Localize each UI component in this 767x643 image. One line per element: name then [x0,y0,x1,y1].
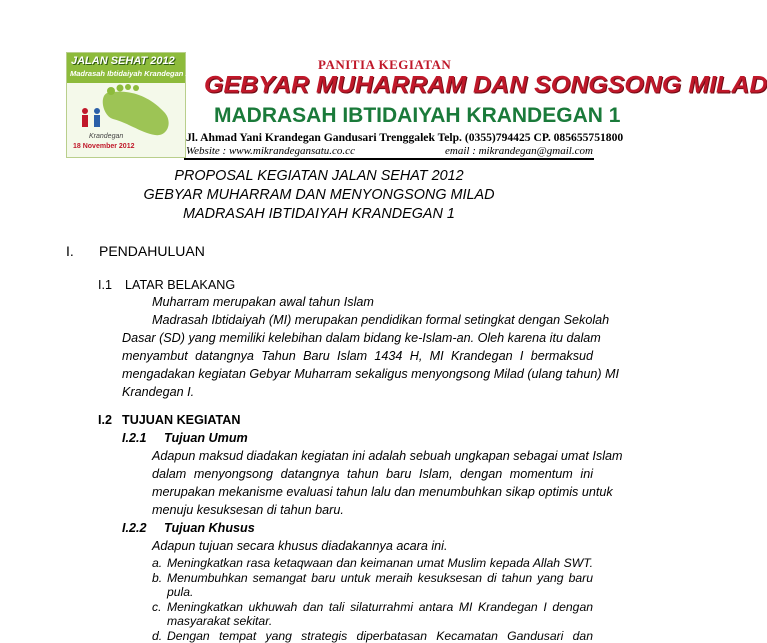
paragraph-line: Madrasah Ibtidaiyah (MI) merupakan pendidikan formal setingkat dengan Sekolah [152,313,610,327]
section-1-heading: PENDAHULUAN [99,243,205,259]
section-1-1-number: I.1 [98,278,113,292]
list-item-text: masyarakat sekitar. [167,614,273,628]
list-item-text: Meningkatkan ukhuwah dan tali silaturrahmi antara MI Krandegan I dengan [167,599,593,614]
logo-subtitle: Madrasah Ibtidaiyah Krandegan 1 [70,69,190,78]
section-1-2-1-number: I.2.1 [122,431,147,445]
header-email: email : mikrandegan@gmail.com [445,145,593,157]
paragraph-line: Muharram merupakan awal tahun Islam [152,295,374,309]
section-1-2-number: I.2 [98,413,113,427]
paragraph-line: merupakan mekanisme evaluasi tahun lalu dan menumbuhkan sikap optimis untuk [152,485,613,499]
list-item-letter: b. [152,570,163,585]
paragraph-line: Krandegan I. [122,385,195,399]
list-item-letter: a. [152,556,163,570]
section-1-number: I. [66,243,74,259]
section-1-2-2-number: I.2.2 [122,521,147,535]
header-panitia: PANITIA KEGIATAN [318,57,452,72]
section-1-1-heading: LATAR BELAKANG [125,278,236,292]
logo-date: 18 November 2012 [73,143,135,150]
header-school-name: MADRASAH IBTIDAIYAH KRANDEGAN 1 [214,104,621,127]
proposal-title-line-3: MADRASAH IBTIDAIYAH KRANDEGAN 1 [183,206,455,222]
header-address: Jl. Ahmad Yani Krandegan Gandusari Trenggalek Telp. (0355)794425 CP. 085655751800 [186,131,624,144]
list-item-text: Menumbuhkan semangat baru untuk meraih kesuksesan di tahun yang baru [167,570,593,585]
header-divider [184,158,594,160]
paragraph-line: Adapun tujuan secara khusus diadakannya acara ini. [152,539,448,553]
event-logo [66,52,190,158]
paragraph-line: mengadakan kegiatan Gebyar Muharram sekaligus menyongsong Milad (ulang tahun) MI [122,367,620,381]
logo-date-place: Krandegan [89,133,124,140]
header-event-name: GEBYAR MUHARRAM DAN SONGSONG MILAD [204,71,767,99]
list-item-text: Dengan tempat yang strategis diperbatasan Kecamatan Gandusari dan [167,628,593,643]
header-website: Website : www.mikrandegansatu.co.cc [186,145,355,157]
paragraph-line: Adapun maksud diadakan kegiatan ini adalah sebuah ungkapan sebagai umat Islam [152,449,623,463]
proposal-title-line-1: PROPOSAL KEGIATAN JALAN SEHAT 2012 [174,168,464,184]
paragraph-line: Dasar (SD) yang memiliki kelebihan dalam bidang ke-Islam-an. Oleh karena itu dalam [122,331,601,345]
logo-title: JALAN SEHAT 2012 [71,55,175,67]
paragraph-line: menyambut datangnya Tahun Baru Islam 1434 H, MI Krandegan I bermaksud [122,349,593,363]
list-item-text: pula. [167,585,194,599]
section-1-2-1-heading: Tujuan Umum [164,431,248,445]
proposal-title-line-2: GEBYAR MUHARRAM DAN MENYONGSONG MILAD [143,187,495,203]
list-item-text: Meningkatkan rasa ketaqwaan dan keimanan umat Muslim kepada Allah SWT. [167,556,593,570]
list-item-letter: d. [152,628,163,643]
paragraph-line: dalam menyongsong datangnya tahun baru Islam, dengan momentum ini [152,467,593,481]
paragraph-line: menuju kesuksesan di tahun baru. [152,503,344,517]
section-1-2-heading: TUJUAN KEGIATAN [122,413,241,427]
list-item-letter: c. [152,599,162,614]
section-1-2-2-heading: Tujuan Khusus [164,521,255,535]
